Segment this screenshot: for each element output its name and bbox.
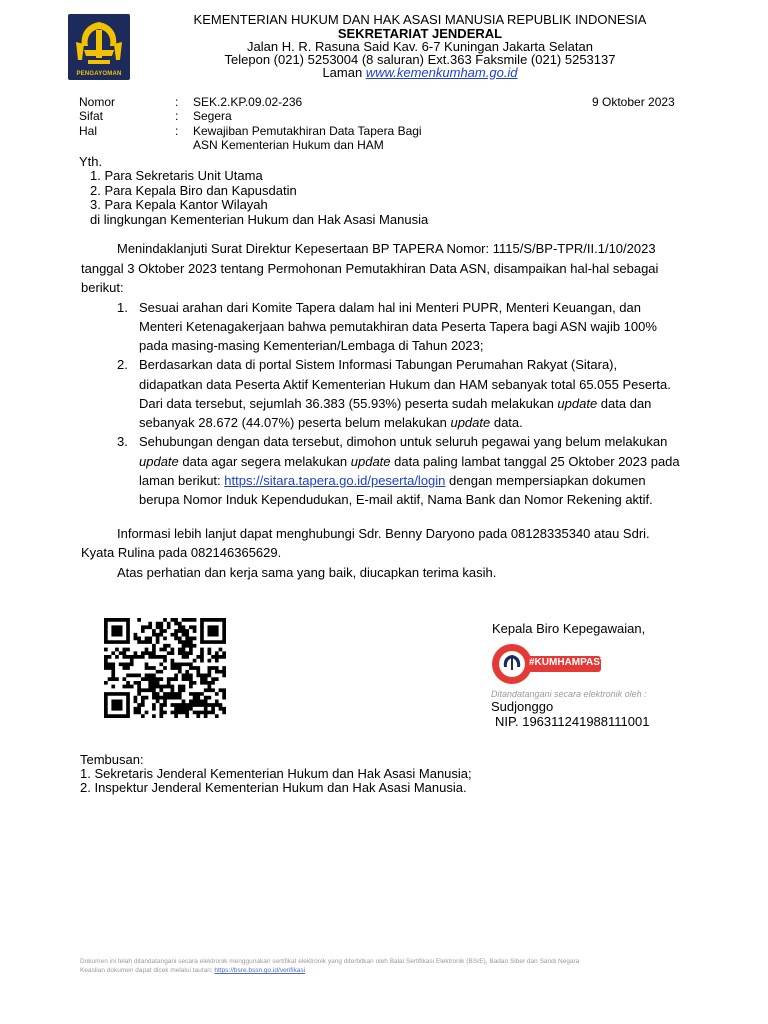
closing-text: Atas perhatian dan kerja sama yang baik, diucapkan terima kasih. <box>117 565 497 580</box>
item3-line3 <box>139 471 646 491</box>
letter-date: 9 Oktober 2023 <box>592 95 675 109</box>
cc-label: Tembusan: <box>80 752 144 767</box>
text-run: sebanyak 28.672 (44.07%) peserta belum melakukan <box>139 415 451 430</box>
intro-line3: berikut: <box>81 280 124 295</box>
cc-item: 2. Inspektur Jenderal Kementerian Hukum dan Hak Asasi Manusia. <box>80 780 467 795</box>
ministry-name: KEMENTERIAN HUKUM DAN HAK ASASI MANUSIA REPUBLIK INDONESIA <box>193 12 647 27</box>
esign-note: Ditandatangani secara elektronik oleh : <box>491 689 647 699</box>
text-run: Keaslian dokumen dapat dicek melalui tautan: <box>80 967 215 974</box>
text-run: data dan <box>597 396 652 411</box>
signatory-name: Sudjonggo <box>491 699 554 714</box>
website-line <box>160 66 680 80</box>
kumham-pasti-badge <box>491 643 609 685</box>
hal-label: Hal <box>79 124 98 138</box>
recipient-scope: di lingkungan Kementerian Hukum dan Hak Asasi Manusia <box>90 212 429 227</box>
item1-line1: Sesuai arahan dari Komite Tapera dalam hal ini Menteri PUPR, Menteri Keuangan, dan <box>139 300 641 315</box>
badge-label: #KUMHAMPASTI <box>529 657 609 668</box>
nomor-value: SEK.2.KP.09.02-236 <box>193 95 303 109</box>
text-run-italic: update <box>350 454 391 469</box>
nomor-colon: : <box>175 95 179 109</box>
intro-line1: Menindaklanjuti Surat Direktur Kepesertaan BP TAPERA Nomor: 1115/S/BP-TPR/II.1/10/2023 <box>117 241 656 256</box>
item-number: 2. <box>117 357 128 372</box>
hal-value-line2: ASN Kementerian Hukum dan HAM <box>193 138 384 152</box>
unit-name: SEKRETARIAT JENDERAL <box>337 26 503 41</box>
sifat-colon: : <box>175 109 179 123</box>
nomor-label: Nomor <box>79 95 116 109</box>
sifat-label: Sifat <box>79 109 104 123</box>
recipient-item: 1. Para Sekretaris Unit Utama <box>90 168 263 183</box>
text-run-italic: update <box>139 454 179 469</box>
item-number: 1. <box>117 300 128 315</box>
text-run: dengan mempersiapkan dokumen <box>445 473 646 488</box>
esign-footer-line2 <box>80 966 700 975</box>
text-run: data. <box>490 415 523 430</box>
phone-fax: Telepon (021) 5253004 (8 saluran) Ext.363 Faksmile (021) 5253137 <box>224 52 616 67</box>
info-line1: Informasi lebih lanjut dapat menghubungi Sdr. Benny Daryono pada 08128335340 atau Sdri. <box>117 526 650 541</box>
sifat-value: Segera <box>193 109 232 123</box>
item1-line2: Menteri Ketenagakerjaan bahwa pemutakhiran data Peserta Tapera bagi ASN wajib 100% <box>139 319 657 334</box>
text-run: data agar segera melakukan <box>178 454 351 469</box>
text-run-italic: update <box>450 415 491 430</box>
item1-line3: pada masing-masing Kementerian/Lembaga di Tahun 2023; <box>139 338 484 353</box>
hal-colon: : <box>175 124 179 138</box>
qr-code <box>104 618 226 718</box>
item2-line1: Berdasarkan data di portal Sistem Informasi Tabungan Perumahan Rakyat (Sitara), <box>139 357 618 372</box>
item2-line3 <box>139 394 651 414</box>
cc-item: 1. Sekretaris Jenderal Kementerian Hukum dan Hak Asasi Manusia; <box>80 766 472 781</box>
recipient-item: 2. Para Kepala Biro dan Kapusdatin <box>90 183 297 198</box>
item2-line2: didapatkan data Peserta Aktif Kementerian Hukum dan HAM sebanyak total 65.055 Peserta. <box>139 377 671 392</box>
text-run-italic: update <box>557 396 598 411</box>
text-run: Dari data tersebut, sejumlah 36.383 (55.93%) peserta sudah melakukan <box>139 396 558 411</box>
item3-line4: berupa Nomor Induk Kependudukan, E-mail aktif, Nama Bank dan Nomor Rekening aktif. <box>139 492 653 507</box>
signatory-nip: NIP. 196311241988111001 <box>495 714 650 729</box>
item-number: 3. <box>117 434 128 449</box>
signatory-title: Kepala Biro Kepegawaian, <box>492 621 646 636</box>
ministry-logo <box>68 14 130 80</box>
esign-footer-line1: Dokumen ini telah ditandatangani secara elektronik menggunakan sertifikat elektronik yang diterbitkan oleh Balai Sertifikasi Elektronik (BSrE), Badan Siber dan Sandi Negara <box>80 958 580 965</box>
yth-label: Yth. <box>79 154 103 169</box>
hal-value-line1: Kewajiban Pemutakhiran Data Tapera Bagi <box>193 124 422 138</box>
item2-line4 <box>139 413 523 433</box>
website-label: Laman <box>322 65 363 80</box>
text-run: laman berikut: <box>139 473 225 488</box>
item3-line2 <box>139 452 680 472</box>
address: Jalan H. R. Rasuna Said Kav. 6-7 Kuningan Jakarta Selatan <box>247 39 593 54</box>
info-line2: Kyata Rulina pada 082146365629. <box>81 545 282 560</box>
bsre-verify-link[interactable]: https://bsre.bssn.go.id/verifikasi <box>214 967 306 974</box>
logo-label: PENGAYOMAN <box>76 71 122 77</box>
text-run: data paling lambat tanggal 25 Oktober 2023 pada <box>390 454 680 469</box>
website-link[interactable]: www.kemenkumham.go.id <box>365 65 518 80</box>
recipient-item: 3. Para Kepala Kantor Wilayah <box>90 197 268 212</box>
item3-line1: Sehubungan dengan data tersebut, dimohon untuk seluruh pegawai yang belum melakukan <box>139 434 668 449</box>
intro-line2: tanggal 3 Oktober 2023 tentang Permohonan Pemutakhiran Data ASN, disampaikan hal-hal sebagai <box>81 261 659 276</box>
sitara-login-link[interactable]: https://sitara.tapera.go.id/peserta/login <box>224 473 446 488</box>
qr-modules <box>104 618 226 718</box>
